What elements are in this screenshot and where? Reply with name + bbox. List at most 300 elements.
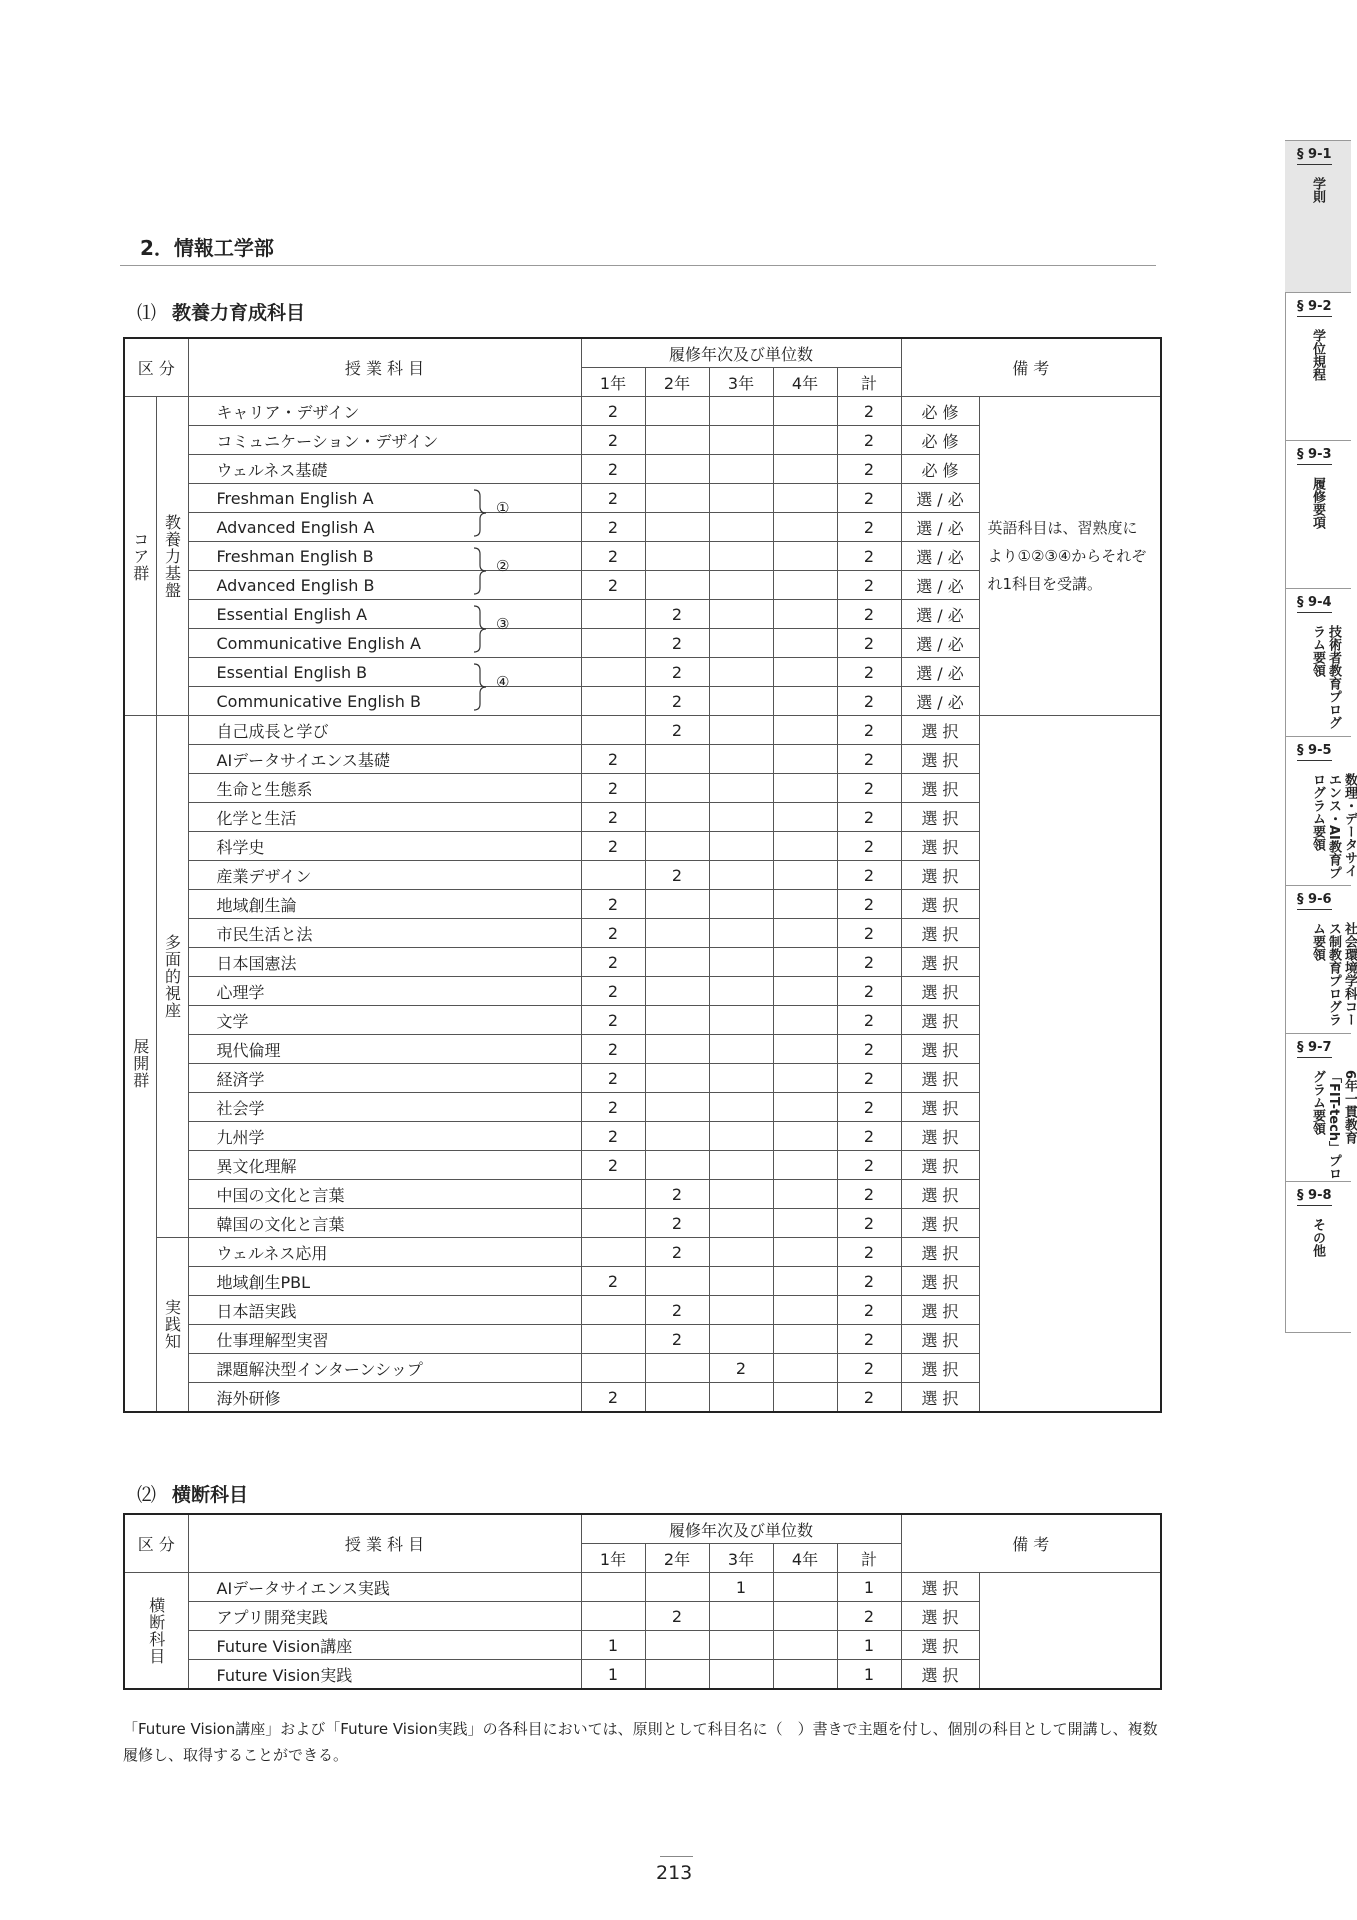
credit-y2: [645, 1006, 709, 1035]
credit-y2: [645, 1660, 709, 1690]
side-tab-section: § 9-7: [1297, 1040, 1332, 1058]
table-row: [124, 716, 1161, 745]
credit-total: 2: [837, 745, 901, 774]
credit-y1: [581, 629, 645, 658]
credit-y4: [773, 977, 837, 1006]
course-type: 選 択: [901, 803, 979, 832]
subsection-2-label: 横断科目: [172, 1484, 249, 1506]
side-tab-label: 学則: [1310, 177, 1325, 203]
credit-total: 2: [837, 1238, 901, 1267]
brace-mark: ③: [496, 614, 510, 633]
credit-y3: [709, 455, 773, 484]
credit-y1: 2: [581, 890, 645, 919]
course-type: 選 択: [901, 1354, 979, 1383]
subject-name: ウェルネス基礎: [188, 455, 581, 484]
credit-y2: [645, 803, 709, 832]
side-tab: [1285, 588, 1351, 737]
credit-y2: [645, 977, 709, 1006]
credit-total: 2: [837, 397, 901, 426]
credit-y2: 2: [645, 687, 709, 716]
credit-y4: [773, 600, 837, 629]
credit-y3: [709, 1209, 773, 1238]
course-type: 選 / 必: [901, 513, 979, 542]
credit-y3: [709, 1296, 773, 1325]
side-tab-label: 学位規程: [1310, 329, 1325, 381]
credit-y1: 2: [581, 919, 645, 948]
side-tab-bottom-rule: [1285, 1332, 1351, 1333]
credit-y4: [773, 1602, 837, 1631]
credit-y3: [709, 977, 773, 1006]
credit-y3: [709, 716, 773, 745]
credit-y2: [645, 513, 709, 542]
credit-y2: 2: [645, 1325, 709, 1354]
subject-name: 経済学: [188, 1064, 581, 1093]
course-type: 選 択: [901, 919, 979, 948]
subject-name: Freshman English B: [188, 542, 581, 571]
credit-y4: [773, 397, 837, 426]
side-tab-section: § 9-3: [1297, 447, 1332, 465]
credit-y1: 2: [581, 803, 645, 832]
credit-y3: [709, 426, 773, 455]
course-type: 選 択: [901, 716, 979, 745]
credit-y2: [645, 1631, 709, 1660]
credit-y3: [709, 1180, 773, 1209]
credit-y2: [645, 832, 709, 861]
subject-name: 自己成長と学び: [188, 716, 581, 745]
credit-total: 2: [837, 542, 901, 571]
remarks-empty: [979, 716, 1161, 1413]
credit-y2: [645, 1573, 709, 1602]
subject-name: 社会学: [188, 1093, 581, 1122]
credit-y4: [773, 1122, 837, 1151]
title-rule: [120, 265, 1156, 266]
header2-y1: 1年: [581, 1544, 645, 1573]
course-type: 選 択: [901, 1180, 979, 1209]
header-y4: 4年: [773, 368, 837, 397]
credit-y4: [773, 455, 837, 484]
page-number-rule: [660, 1856, 693, 1857]
credit-y1: [581, 861, 645, 890]
page-number: 213: [656, 1862, 693, 1884]
side-tab: [1285, 440, 1351, 589]
side-tab: [1285, 885, 1357, 1034]
credit-y4: [773, 1325, 837, 1354]
credit-y2: [645, 1383, 709, 1413]
header2-y4: 4年: [773, 1544, 837, 1573]
credit-y3: [709, 861, 773, 890]
subject-name: ウェルネス応用: [188, 1238, 581, 1267]
credit-y2: [645, 948, 709, 977]
group-jissen-label: 実践知: [162, 1299, 182, 1350]
credit-total: 2: [837, 1209, 901, 1238]
header2-remarks: 備 考: [901, 1514, 1161, 1573]
credit-y1: [581, 687, 645, 716]
credit-total: 1: [837, 1573, 901, 1602]
subject-name: コミュニケーション・デザイン: [188, 426, 581, 455]
credit-y1: 2: [581, 426, 645, 455]
subsection-1-num: ⑴: [137, 302, 157, 324]
credit-y1: [581, 1325, 645, 1354]
credit-y3: 2: [709, 1354, 773, 1383]
credit-y1: [581, 1180, 645, 1209]
subject-name: 地域創生論: [188, 890, 581, 919]
subject-name: 韓国の文化と言葉: [188, 1209, 581, 1238]
header-y2: 2年: [645, 368, 709, 397]
credit-y4: [773, 687, 837, 716]
subject-name: Essential English A: [188, 600, 581, 629]
credit-y3: [709, 1383, 773, 1413]
course-type: 選 択: [901, 1151, 979, 1180]
credit-y1: 2: [581, 1035, 645, 1064]
subject-name: 生命と生態系: [188, 774, 581, 803]
header2-subject: 授 業 科 目: [188, 1514, 581, 1573]
course-type: 必 修: [901, 455, 979, 484]
credit-total: 2: [837, 1602, 901, 1631]
credit-y1: [581, 1238, 645, 1267]
credit-total: 1: [837, 1660, 901, 1690]
credit-total: 2: [837, 426, 901, 455]
credit-y4: [773, 716, 837, 745]
credit-y4: [773, 919, 837, 948]
subject-name: 異文化理解: [188, 1151, 581, 1180]
credit-y4: [773, 1238, 837, 1267]
credit-total: 2: [837, 1064, 901, 1093]
credit-y1: 2: [581, 1151, 645, 1180]
credit-y3: [709, 571, 773, 600]
credit-y2: [645, 890, 709, 919]
course-type: 選 択: [901, 977, 979, 1006]
credit-y3: [709, 803, 773, 832]
credit-y3: [709, 397, 773, 426]
credit-total: 1: [837, 1631, 901, 1660]
side-tab-label: 技術者教育プログラム要領: [1310, 625, 1341, 729]
credit-y2: [645, 1122, 709, 1151]
credit-y4: [773, 1354, 837, 1383]
credit-y1: [581, 658, 645, 687]
course-type: 選 択: [901, 1035, 979, 1064]
course-type: 選 択: [901, 1093, 979, 1122]
credit-y3: [709, 1267, 773, 1296]
credit-y2: [645, 1354, 709, 1383]
credit-y2: [645, 774, 709, 803]
credit-y4: [773, 1660, 837, 1690]
subject-name: 地域創生PBL: [188, 1267, 581, 1296]
side-tab-section: § 9-8: [1297, 1188, 1332, 1206]
subject-name: 課題解決型インターンシップ: [188, 1354, 581, 1383]
credit-y4: [773, 1296, 837, 1325]
course-type: 必 修: [901, 426, 979, 455]
subsection-1-label: 教養力育成科目: [172, 302, 306, 324]
credit-y2: 2: [645, 1602, 709, 1631]
credit-y1: [581, 1296, 645, 1325]
group-oudan: [124, 1573, 188, 1690]
credit-y4: [773, 948, 837, 977]
group-core: [124, 397, 156, 716]
credit-y4: [773, 571, 837, 600]
credit-y2: 2: [645, 861, 709, 890]
header2-years-group: 履修年次及び単位数: [581, 1514, 901, 1544]
brace-mark: ①: [496, 498, 510, 517]
credit-y3: [709, 600, 773, 629]
credit-y2: 2: [645, 658, 709, 687]
table-row: [124, 397, 1161, 426]
credit-y3: [709, 919, 773, 948]
brace-icon: [472, 604, 492, 654]
course-type: 選 択: [901, 890, 979, 919]
course-type: 選 / 必: [901, 571, 979, 600]
credit-y1: [581, 1602, 645, 1631]
credit-y1: 2: [581, 455, 645, 484]
credit-y1: 2: [581, 1006, 645, 1035]
credit-total: 2: [837, 1006, 901, 1035]
credit-y1: 2: [581, 1064, 645, 1093]
credit-y3: [709, 484, 773, 513]
credit-y1: 2: [581, 1122, 645, 1151]
subject-name: 日本国憲法: [188, 948, 581, 977]
course-type: 必 修: [901, 397, 979, 426]
credit-y4: [773, 1151, 837, 1180]
side-tab-section: § 9-1: [1297, 147, 1332, 165]
credit-total: 2: [837, 455, 901, 484]
credit-total: 2: [837, 716, 901, 745]
credit-y3: [709, 1602, 773, 1631]
credit-total: 2: [837, 1325, 901, 1354]
header2-total: 計: [837, 1544, 901, 1573]
side-tab-section: § 9-4: [1297, 595, 1332, 613]
header2-y2: 2年: [645, 1544, 709, 1573]
side-tab: [1285, 1181, 1351, 1333]
credit-y3: [709, 1151, 773, 1180]
credit-total: 2: [837, 1180, 901, 1209]
credit-y2: 2: [645, 1296, 709, 1325]
credit-y2: 2: [645, 1238, 709, 1267]
subject-name: Essential English B: [188, 658, 581, 687]
subject-name: Future Vision講座: [188, 1631, 581, 1660]
header-subject: 授 業 科 目: [188, 338, 581, 397]
subject-name: 日本語実践: [188, 1296, 581, 1325]
credit-y1: 2: [581, 745, 645, 774]
credit-y3: [709, 658, 773, 687]
side-tab-label: 履修要項: [1310, 477, 1325, 529]
side-tab: [1285, 292, 1351, 441]
footnote: 「Future Vision講座」および「Future Vision実践」の各科目においては、原則として科目名に（ ）書きで主題を付し、個別の科目として開講し、複数履修し、取得することができる。: [123, 1720, 1158, 1764]
credit-y1: 2: [581, 1093, 645, 1122]
subject-name: 仕事理解型実習: [188, 1325, 581, 1354]
credit-y1: [581, 1209, 645, 1238]
course-type: 選 / 必: [901, 542, 979, 571]
credit-total: 2: [837, 832, 901, 861]
credit-total: 2: [837, 1151, 901, 1180]
credit-y3: [709, 1122, 773, 1151]
credit-total: 2: [837, 948, 901, 977]
credit-y2: 2: [645, 600, 709, 629]
credit-y3: [709, 1238, 773, 1267]
credit-y2: [645, 571, 709, 600]
group-tamen-label: 多面的視座: [162, 934, 182, 1019]
credit-y2: [645, 1064, 709, 1093]
subject-name: 現代倫理: [188, 1035, 581, 1064]
subject-name: Advanced English B: [188, 571, 581, 600]
credit-y1: [581, 716, 645, 745]
credit-y4: [773, 426, 837, 455]
brace-mark: ④: [496, 672, 510, 691]
credit-y4: [773, 803, 837, 832]
side-tab: [1285, 736, 1357, 886]
subject-name: Communicative English B: [188, 687, 581, 716]
credit-y4: [773, 774, 837, 803]
credit-y3: [709, 1064, 773, 1093]
credit-y2: 2: [645, 1180, 709, 1209]
side-tab-label: その他: [1310, 1218, 1325, 1257]
credit-y4: [773, 1383, 837, 1413]
credit-y3: [709, 948, 773, 977]
brace-mark: ②: [496, 556, 510, 575]
credit-y3: [709, 1093, 773, 1122]
group-tamen: [156, 716, 188, 1238]
course-type: 選 択: [901, 1660, 979, 1690]
credit-total: 2: [837, 774, 901, 803]
credit-y3: [709, 629, 773, 658]
subject-name: 中国の文化と言葉: [188, 1180, 581, 1209]
side-tab-label: 社会環境学科コース制教育プログラム要領: [1310, 922, 1357, 1026]
course-type: 選 / 必: [901, 600, 979, 629]
course-type: 選 択: [901, 1238, 979, 1267]
subject-name: AIデータサイエンス実践: [188, 1573, 581, 1602]
subject-name: Communicative English A: [188, 629, 581, 658]
credit-total: 2: [837, 1383, 901, 1413]
credit-y1: 1: [581, 1660, 645, 1690]
subsection-2-title: [137, 1480, 248, 1507]
credit-total: 2: [837, 1035, 901, 1064]
subject-name: Advanced English A: [188, 513, 581, 542]
credit-y4: [773, 745, 837, 774]
course-type: 選 択: [901, 1209, 979, 1238]
group-core-label: コア群: [130, 530, 150, 582]
subject-name: Future Vision実践: [188, 1660, 581, 1690]
english-note: 英語科目は、習熟度により①②③④からそれぞれ1科目を受講。: [979, 397, 1161, 716]
credit-total: 2: [837, 484, 901, 513]
course-type: 選 択: [901, 1296, 979, 1325]
credit-y2: [645, 1035, 709, 1064]
course-type: 選 択: [901, 1122, 979, 1151]
subject-name: AIデータサイエンス基礎: [188, 745, 581, 774]
remarks-empty: [979, 1573, 1161, 1690]
credit-total: 2: [837, 919, 901, 948]
credit-y2: [645, 484, 709, 513]
credit-total: 2: [837, 1267, 901, 1296]
course-type: 選 択: [901, 1064, 979, 1093]
credit-total: 2: [837, 1354, 901, 1383]
subject-name: アプリ開発実践: [188, 1602, 581, 1631]
course-type: 選 / 必: [901, 687, 979, 716]
header-remarks: 備 考: [901, 338, 1161, 397]
header-total: 計: [837, 368, 901, 397]
credit-y4: [773, 890, 837, 919]
credit-y4: [773, 542, 837, 571]
credit-y4: [773, 1267, 837, 1296]
credit-y1: 2: [581, 1383, 645, 1413]
side-tab-section: § 9-6: [1297, 892, 1332, 910]
credit-total: 2: [837, 890, 901, 919]
credit-y3: [709, 542, 773, 571]
credit-y4: [773, 1209, 837, 1238]
subject-name: 市民生活と法: [188, 919, 581, 948]
course-type: 選 択: [901, 948, 979, 977]
credit-y3: [709, 513, 773, 542]
header-y3: 3年: [709, 368, 773, 397]
cross-subjects-table: [123, 1513, 1162, 1690]
credit-y3: [709, 1325, 773, 1354]
course-type: 選 択: [901, 1006, 979, 1035]
course-type: 選 択: [901, 1631, 979, 1660]
credit-y1: 2: [581, 1267, 645, 1296]
credit-total: 2: [837, 1296, 901, 1325]
credit-total: 2: [837, 629, 901, 658]
credit-y2: [645, 426, 709, 455]
course-type: 選 択: [901, 1325, 979, 1354]
credit-total: 2: [837, 1122, 901, 1151]
subject-name: 文学: [188, 1006, 581, 1035]
credit-y3: [709, 1035, 773, 1064]
course-type: 選 / 必: [901, 629, 979, 658]
credit-y1: 2: [581, 542, 645, 571]
credit-y1: 2: [581, 977, 645, 1006]
credit-y2: 2: [645, 716, 709, 745]
course-type: 選 / 必: [901, 658, 979, 687]
course-type: 選 択: [901, 1602, 979, 1631]
credit-total: 2: [837, 861, 901, 890]
credit-y4: [773, 513, 837, 542]
credit-y4: [773, 1035, 837, 1064]
subject-name: 海外研修: [188, 1383, 581, 1413]
credit-y4: [773, 1573, 837, 1602]
group-tenkai-label: 展開群: [130, 1038, 150, 1089]
credit-y1: 2: [581, 513, 645, 542]
subsection-2-num: ⑵: [137, 1484, 157, 1506]
header-kubun: 区 分: [124, 338, 188, 397]
credit-total: 2: [837, 1093, 901, 1122]
course-type: 選 択: [901, 1573, 979, 1602]
credit-total: 2: [837, 571, 901, 600]
header2-kubun: 区 分: [124, 1514, 188, 1573]
credit-y4: [773, 832, 837, 861]
section-title: 2．情報工学部: [140, 236, 274, 260]
group-kyouyou-label: 教養力基盤: [162, 513, 182, 599]
credit-y3: [709, 687, 773, 716]
course-type: 選 択: [901, 774, 979, 803]
side-tab-section: § 9-2: [1297, 299, 1332, 317]
brace-icon: [472, 488, 492, 538]
credit-y2: [645, 542, 709, 571]
credit-total: 2: [837, 977, 901, 1006]
side-tab: [1285, 140, 1351, 293]
credit-y3: [709, 1631, 773, 1660]
credit-y1: 2: [581, 397, 645, 426]
credit-y2: [645, 1093, 709, 1122]
credit-y3: [709, 890, 773, 919]
credit-y3: [709, 745, 773, 774]
credit-y1: 2: [581, 571, 645, 600]
header-years-group: 履修年次及び単位数: [581, 338, 901, 368]
credit-y1: 1: [581, 1631, 645, 1660]
credit-y1: 2: [581, 484, 645, 513]
credit-y3: [709, 1006, 773, 1035]
subject-name: キャリア・デザイン: [188, 397, 581, 426]
subject-name: 化学と生活: [188, 803, 581, 832]
credit-y4: [773, 1064, 837, 1093]
credit-y1: [581, 1573, 645, 1602]
course-type: 選 / 必: [901, 484, 979, 513]
